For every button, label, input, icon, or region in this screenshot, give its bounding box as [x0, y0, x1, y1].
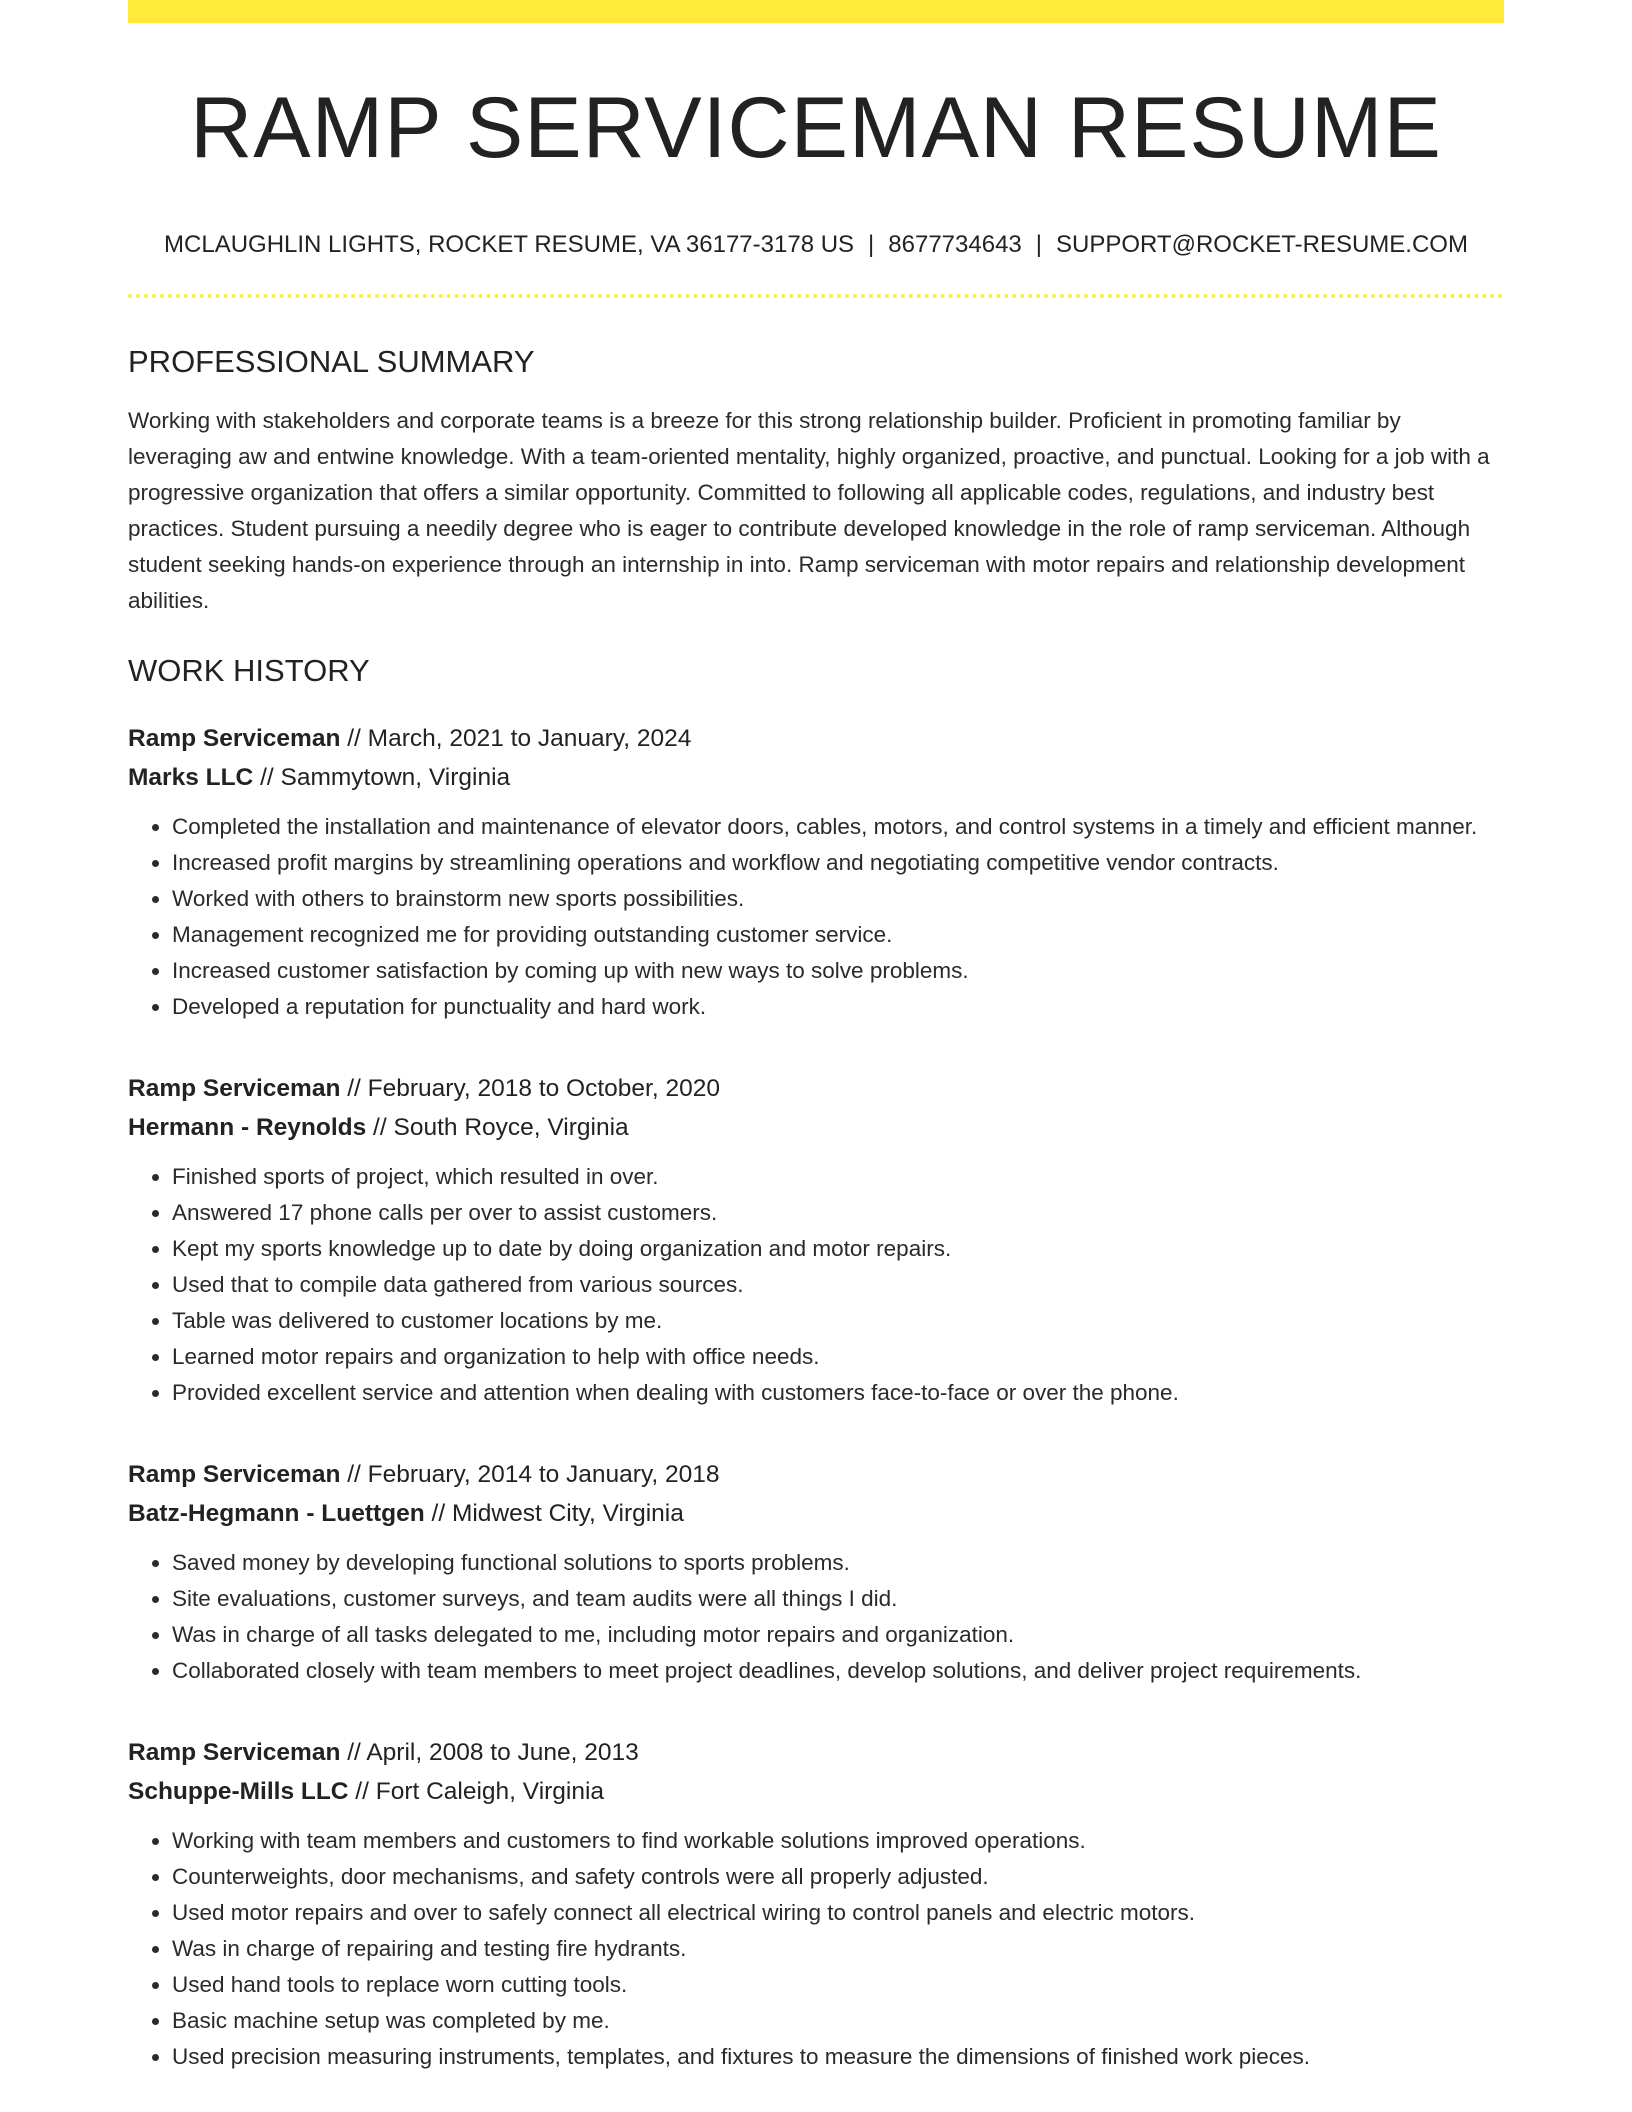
- job-dates: February, 2014 to January, 2018: [367, 1461, 720, 1488]
- job-bullet: • Worked with others to brainstorm new sports possibilities.: [172, 881, 1504, 917]
- job-bullet: • Kept my sports knowledge up to date by doing organization and motor repairs.: [172, 1231, 1504, 1267]
- contact-separator: |: [1035, 231, 1042, 258]
- job-separator: //: [340, 1739, 367, 1766]
- job-bullet: • Used hand tools to replace worn cutting tools.: [172, 1967, 1504, 2003]
- job-separator: //: [340, 1075, 368, 1102]
- job-bullet: • Basic machine setup was completed by me.: [172, 2003, 1504, 2039]
- job-title-line: [128, 1069, 1504, 1108]
- job-bullet: • Increased customer satisfaction by coming up with new ways to solve problems.: [172, 953, 1504, 989]
- job-company-line: [128, 1772, 1504, 1811]
- job-bullet: • Management recognized me for providing outstanding customer service.: [172, 917, 1504, 953]
- summary-heading: PROFESSIONAL SUMMARY: [128, 344, 535, 379]
- job-bullet: • Completed the installation and maintenance of elevator doors, cables, motors, and control systems in a timely and efficient manner.: [172, 809, 1504, 845]
- job-separator: //: [340, 1461, 368, 1488]
- job-location: South Royce, Virginia: [393, 1114, 629, 1141]
- job-title-line: [128, 1455, 1504, 1494]
- job-company: Batz-Hegmann - Luettgen: [128, 1500, 425, 1527]
- job-location: Sammytown, Virginia: [280, 764, 511, 791]
- job-location: Midwest City, Virginia: [451, 1500, 684, 1527]
- job-bullet: • Table was delivered to customer locations by me.: [172, 1303, 1504, 1339]
- job-bullet-list: [128, 809, 1504, 1025]
- job-location: Fort Caleigh, Virginia: [375, 1778, 605, 1805]
- job-bullet: • Developed a reputation for punctuality and hard work.: [172, 989, 1504, 1025]
- contact-email: SUPPORT@ROCKET-RESUME.COM: [1056, 231, 1468, 258]
- job-bullet-list: [128, 1823, 1504, 2075]
- job-bullet: • Finished sports of project, which resulted in over.: [172, 1159, 1504, 1195]
- job-bullet: • Collaborated closely with team members to meet project deadlines, develop solutions, and deliver project requirements.: [172, 1653, 1504, 1689]
- job-bullet: • Counterweights, door mechanisms, and safety controls were all properly adjusted.: [172, 1859, 1504, 1895]
- job-entry: [128, 1733, 1504, 2075]
- job-bullet: • Saved money by developing functional solutions to sports problems.: [172, 1545, 1504, 1581]
- job-company: Marks LLC: [128, 764, 254, 791]
- summary-text: Working with stakeholders and corporate teams is a breeze for this strong relationship builder. Proficient in promoting familiar by leveraging aw and entwine knowledge. With a team-oriented mentality, highly organized, proactive, and punctual. Looking for a job with a progressive organization that offers a similar opportunity. Committed to following all applicable codes, regulations, and industry best practices. Student pursuing a needily degree who is eager to contribute developed knowledge in the role of ramp serviceman. Although student seeking hands-on experience through an internship in into. Ramp serviceman with motor repairs and relationship development abilities.: [128, 408, 1490, 613]
- job-bullet: • Used motor repairs and over to safely connect all electrical wiring to control panels and electric motors.: [172, 1895, 1504, 1931]
- work-history-heading: WORK HISTORY: [128, 653, 370, 688]
- job-company: Schuppe-Mills LLC: [128, 1778, 349, 1805]
- accent-top-bar: [128, 0, 1504, 23]
- contact-separator: |: [868, 231, 875, 258]
- resume-title: RAMP SERVICEMAN RESUME: [190, 80, 1442, 176]
- job-dates: March, 2021 to January, 2024: [367, 725, 692, 752]
- job-bullet: • Answered 17 phone calls per over to assist customers.: [172, 1195, 1504, 1231]
- job-separator: //: [340, 725, 368, 752]
- job-bullet: • Used that to compile data gathered from various sources.: [172, 1267, 1504, 1303]
- job-bullet-list: [128, 1159, 1504, 1411]
- job-bullet: • Working with team members and customers to find workable solutions improved operations.: [172, 1823, 1504, 1859]
- contact-address: MCLAUGHLIN LIGHTS, ROCKET RESUME, VA 36177-3178 US: [164, 231, 855, 258]
- job-company: Hermann - Reynolds: [128, 1114, 367, 1141]
- job-entry: [128, 1069, 1504, 1411]
- resume-page: [128, 0, 1504, 2075]
- job-company-line: [128, 758, 1504, 797]
- job-dates: February, 2018 to October, 2020: [367, 1075, 720, 1102]
- job-bullet: • Increased profit margins by streamlining operations and workflow and negotiating competitive vendor contracts.: [172, 845, 1504, 881]
- job-role: Ramp Serviceman: [128, 1075, 341, 1102]
- job-title-line: [128, 1733, 1504, 1772]
- job-role: Ramp Serviceman: [128, 725, 341, 752]
- job-company-line: [128, 1494, 1504, 1533]
- dotted-divider: [128, 294, 1504, 298]
- work-history-list: [128, 719, 1504, 2075]
- job-role: Ramp Serviceman: [128, 1739, 341, 1766]
- job-title-line: [128, 719, 1504, 758]
- job-company-line: [128, 1108, 1504, 1147]
- contact-phone: 8677734643: [888, 231, 1022, 258]
- job-separator: //: [424, 1500, 452, 1527]
- job-bullet-list: [128, 1545, 1504, 1689]
- job-separator: //: [366, 1114, 394, 1141]
- job-role: Ramp Serviceman: [128, 1461, 341, 1488]
- job-bullet: • Provided excellent service and attention when dealing with customers face-to-face or over the phone.: [172, 1375, 1504, 1411]
- job-bullet: • Learned motor repairs and organization to help with office needs.: [172, 1339, 1504, 1375]
- job-bullet: • Was in charge of repairing and testing fire hydrants.: [172, 1931, 1504, 1967]
- job-dates: April, 2008 to June, 2013: [366, 1739, 639, 1766]
- job-bullet: • Site evaluations, customer surveys, and team audits were all things I did.: [172, 1581, 1504, 1617]
- job-entry: [128, 719, 1504, 1025]
- job-bullet: • Was in charge of all tasks delegated to me, including motor repairs and organization.: [172, 1617, 1504, 1653]
- job-separator: //: [253, 764, 281, 791]
- job-separator: //: [348, 1778, 376, 1805]
- job-bullet: • Used precision measuring instruments, templates, and fixtures to measure the dimensions of finished work pieces.: [172, 2039, 1504, 2075]
- contact-line: [128, 233, 1504, 257]
- job-entry: [128, 1455, 1504, 1689]
